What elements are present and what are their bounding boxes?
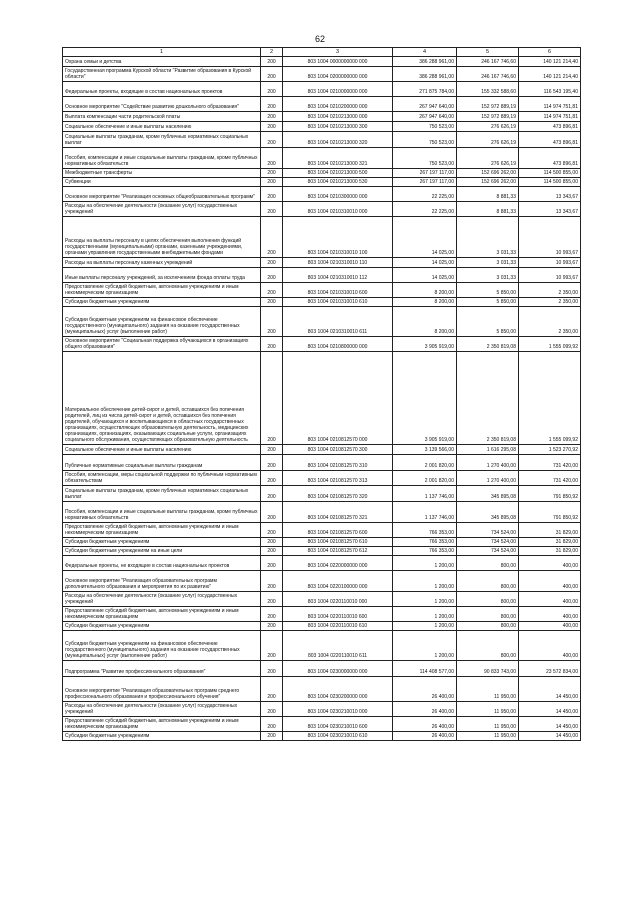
row-group-cell: 200 xyxy=(261,112,283,122)
row-name-cell: Субвенции xyxy=(63,178,261,187)
row-code-cell: 803 1004 0230200000 000 xyxy=(283,677,393,702)
row-value-5-cell: 800,00 xyxy=(457,631,519,661)
row-value-4-cell: 750 523,00 xyxy=(393,122,457,132)
row-name-cell: Основное мероприятие "Социальная поддержка обучающихся в организациях общего образования" xyxy=(63,337,261,352)
row-value-6-cell: 400,00 xyxy=(519,592,581,607)
row-group-cell: 200 xyxy=(261,471,283,486)
row-name-cell: Публичные нормативные социальные выплаты гражданам xyxy=(63,455,261,471)
row-value-5-cell: 11 950,00 xyxy=(457,677,519,702)
header-cell: 4 xyxy=(393,48,457,57)
header-cell: 5 xyxy=(457,48,519,57)
table-row xyxy=(63,607,581,622)
row-value-6-cell: 473 896,81 xyxy=(519,148,581,169)
table-row xyxy=(63,57,581,67)
row-value-4-cell: 14 025,00 xyxy=(393,258,457,268)
row-group-cell: 200 xyxy=(261,571,283,592)
row-value-5-cell: 11 950,00 xyxy=(457,702,519,717)
row-name-cell: Субсидии бюджетным учреждениям на иные цели xyxy=(63,547,261,556)
row-group-cell: 200 xyxy=(261,82,283,97)
table-row xyxy=(63,702,581,717)
row-group-cell: 200 xyxy=(261,717,283,732)
table-row xyxy=(63,502,581,523)
row-value-4-cell: 1 200,00 xyxy=(393,571,457,592)
row-value-6-cell: 31 829,00 xyxy=(519,547,581,556)
row-code-cell: 803 1004 0210310010 610 xyxy=(283,298,393,307)
row-value-5-cell: 800,00 xyxy=(457,607,519,622)
row-name-cell: Предоставление субсидий бюджетным, автономным учреждениям и иным некоммерческим организациям xyxy=(63,607,261,622)
row-value-6-cell: 400,00 xyxy=(519,556,581,571)
row-value-6-cell: 14 450,00 xyxy=(519,702,581,717)
row-name-cell: Материальное обеспечение детей-сирот и детей, оставшихся без попечения родителей, лиц из числа детей-сирот и детей, оставшихся без попечения родителей, обучающихся и воспитывающихся в областных государственных организациях, осуществляющих образовательную деятельность, медицинских организациях, организациях, оказывающих социальные услуги, организациях социального обслуживания, осуществляющих образовательную деятельность xyxy=(63,352,261,445)
row-value-5-cell: 155 332 588,60 xyxy=(457,82,519,97)
row-name-cell: Предоставление субсидий бюджетным, автономным учреждениям и иным некоммерческим организациям xyxy=(63,283,261,298)
row-value-6-cell: 14 450,00 xyxy=(519,717,581,732)
row-value-4-cell: 1 137 746,00 xyxy=(393,502,457,523)
row-value-6-cell: 31 829,00 xyxy=(519,523,581,538)
row-group-cell: 200 xyxy=(261,132,283,148)
row-code-cell: 803 1004 0210812570 313 xyxy=(283,471,393,486)
row-name-cell: Выплата компенсации части родительской платы xyxy=(63,112,261,122)
row-value-5-cell: 800,00 xyxy=(457,556,519,571)
table-row xyxy=(63,112,581,122)
row-value-6-cell: 473 896,81 xyxy=(519,132,581,148)
table-row xyxy=(63,661,581,677)
row-value-6-cell: 140 121 214,40 xyxy=(519,57,581,67)
row-value-5-cell: 800,00 xyxy=(457,571,519,592)
row-name-cell: Предоставление субсидий бюджетным, автономным учреждениям и иным некоммерческим организациям xyxy=(63,717,261,732)
table-row xyxy=(63,258,581,268)
table-row xyxy=(63,298,581,307)
row-code-cell: 803 1004 0230210010 000 xyxy=(283,702,393,717)
table-row xyxy=(63,337,581,352)
row-value-5-cell: 11 950,00 xyxy=(457,717,519,732)
row-value-6-cell: 400,00 xyxy=(519,571,581,592)
row-value-6-cell: 400,00 xyxy=(519,607,581,622)
row-name-cell: Расходы на обеспечение деятельности (оказание услуг) государственных учреждений xyxy=(63,702,261,717)
row-value-5-cell: 3 031,33 xyxy=(457,217,519,258)
row-value-4-cell: 26 400,00 xyxy=(393,702,457,717)
row-value-6-cell: 116 543 195,40 xyxy=(519,82,581,97)
row-value-5-cell: 734 524,00 xyxy=(457,538,519,547)
row-value-6-cell: 2 350,00 xyxy=(519,307,581,337)
row-name-cell: Субсидии бюджетным учреждениям xyxy=(63,732,261,741)
row-group-cell: 200 xyxy=(261,202,283,217)
row-name-cell: Межбюджетные трансферты xyxy=(63,169,261,178)
row-value-5-cell: 800,00 xyxy=(457,592,519,607)
row-name-cell: Основное мероприятие "Реализация образовательных программ дополнительного образования и мероприятия по их развитию" xyxy=(63,571,261,592)
row-value-4-cell: 8 200,00 xyxy=(393,307,457,337)
row-value-5-cell: 90 833 743,00 xyxy=(457,661,519,677)
row-name-cell: Субсидии бюджетным учреждениям на финансовое обеспечение государственного (муниципального) задания на оказание государственных (муниципальных) услуг (выполнение работ) xyxy=(63,307,261,337)
table-row xyxy=(63,217,581,258)
row-code-cell: 803 1004 0200000000 000 xyxy=(283,67,393,82)
row-value-4-cell: 26 400,00 xyxy=(393,717,457,732)
table-row xyxy=(63,471,581,486)
table-row xyxy=(63,717,581,732)
row-code-cell: 803 1004 0210213000 000 xyxy=(283,112,393,122)
row-value-4-cell: 26 400,00 xyxy=(393,677,457,702)
table-row xyxy=(63,571,581,592)
row-value-6-cell: 2 350,00 xyxy=(519,283,581,298)
row-group-cell: 200 xyxy=(261,486,283,502)
row-value-6-cell: 1 523 270,92 xyxy=(519,445,581,455)
row-code-cell: 803 1004 0210812570 320 xyxy=(283,486,393,502)
row-value-5-cell: 246 167 746,60 xyxy=(457,57,519,67)
table-row xyxy=(63,732,581,741)
table-row xyxy=(63,283,581,298)
row-value-5-cell: 1 616 295,08 xyxy=(457,445,519,455)
row-value-4-cell: 8 200,00 xyxy=(393,283,457,298)
row-value-5-cell: 276 626,19 xyxy=(457,148,519,169)
row-value-5-cell: 3 031,33 xyxy=(457,268,519,283)
row-code-cell: 803 1004 0210310010 611 xyxy=(283,307,393,337)
row-code-cell: 803 1004 0220000000 000 xyxy=(283,556,393,571)
row-group-cell: 200 xyxy=(261,592,283,607)
row-code-cell: 803 1004 0210000000 000 xyxy=(283,82,393,97)
table-row xyxy=(63,352,581,445)
row-value-5-cell: 734 524,00 xyxy=(457,547,519,556)
header-cell: 2 xyxy=(261,48,283,57)
table-row xyxy=(63,622,581,631)
row-value-6-cell: 731 420,00 xyxy=(519,455,581,471)
row-code-cell: 803 1004 0210812570 610 xyxy=(283,538,393,547)
row-value-4-cell: 1 137 746,00 xyxy=(393,486,457,502)
row-value-6-cell: 791 850,92 xyxy=(519,502,581,523)
row-group-cell: 200 xyxy=(261,547,283,556)
row-name-cell: Расходы на выплаты персоналу в целях обеспечения выполнения функций государственными (муниципальными) органами, казенными учреждениями, органами управления государственными внебюджетными фондами xyxy=(63,217,261,258)
row-value-6-cell: 114 500 855,00 xyxy=(519,178,581,187)
row-value-4-cell: 267 197 117,00 xyxy=(393,178,457,187)
table-row xyxy=(63,82,581,97)
table-row xyxy=(63,445,581,455)
row-value-4-cell: 3 905 919,00 xyxy=(393,337,457,352)
row-name-cell: Основное мероприятие "Реализация образовательных программ среднего профессионального образования и профессионального обучения" xyxy=(63,677,261,702)
row-value-6-cell: 791 850,92 xyxy=(519,486,581,502)
row-value-5-cell: 1 270 400,00 xyxy=(457,471,519,486)
row-group-cell: 200 xyxy=(261,57,283,67)
row-code-cell: 803 1004 0210213000 530 xyxy=(283,178,393,187)
row-name-cell: Иные выплаты персоналу учреждений, за исключением фонда оплаты труда xyxy=(63,268,261,283)
row-value-5-cell: 3 031,33 xyxy=(457,258,519,268)
row-code-cell: 803 1004 0220100000 000 xyxy=(283,571,393,592)
row-value-6-cell: 114 974 751,81 xyxy=(519,112,581,122)
row-group-cell: 200 xyxy=(261,187,283,202)
row-group-cell: 200 xyxy=(261,538,283,547)
row-group-cell: 200 xyxy=(261,622,283,631)
row-code-cell: 803 1004 0210310010 110 xyxy=(283,258,393,268)
row-code-cell: 803 1004 0230210010 600 xyxy=(283,717,393,732)
row-value-5-cell: 345 895,08 xyxy=(457,502,519,523)
row-value-5-cell: 152 696 262,00 xyxy=(457,169,519,178)
row-group-cell: 200 xyxy=(261,283,283,298)
row-value-4-cell: 14 025,00 xyxy=(393,217,457,258)
row-group-cell: 200 xyxy=(261,178,283,187)
table-row xyxy=(63,132,581,148)
row-value-5-cell: 1 270 400,00 xyxy=(457,455,519,471)
row-group-cell: 200 xyxy=(261,677,283,702)
row-group-cell: 200 xyxy=(261,258,283,268)
row-code-cell: 803 1004 0210213000 321 xyxy=(283,148,393,169)
row-value-6-cell: 14 450,00 xyxy=(519,677,581,702)
row-value-4-cell: 1 200,00 xyxy=(393,556,457,571)
table-row xyxy=(63,169,581,178)
row-name-cell: Социальные выплаты гражданам, кроме публичных нормативных социальных выплат xyxy=(63,132,261,148)
row-value-6-cell: 473 896,81 xyxy=(519,122,581,132)
row-group-cell: 200 xyxy=(261,307,283,337)
row-value-6-cell: 13 343,67 xyxy=(519,187,581,202)
row-name-cell: Расходы на выплаты персоналу казенных учреждений xyxy=(63,258,261,268)
header-cell: 1 xyxy=(63,48,261,57)
row-value-5-cell: 734 524,00 xyxy=(457,523,519,538)
row-value-5-cell: 276 626,19 xyxy=(457,122,519,132)
row-value-5-cell: 11 950,00 xyxy=(457,732,519,741)
row-group-cell: 200 xyxy=(261,502,283,523)
row-value-6-cell: 10 993,67 xyxy=(519,217,581,258)
table-row xyxy=(63,523,581,538)
row-value-6-cell: 114 974 751,81 xyxy=(519,97,581,112)
row-value-4-cell: 114 408 577,00 xyxy=(393,661,457,677)
row-code-cell: 803 1004 0220110010 600 xyxy=(283,607,393,622)
row-group-cell: 200 xyxy=(261,337,283,352)
row-name-cell: Социальное обеспечение и иные выплаты населению xyxy=(63,445,261,455)
table-row xyxy=(63,538,581,547)
row-value-6-cell: 400,00 xyxy=(519,622,581,631)
row-value-4-cell: 750 523,00 xyxy=(393,132,457,148)
row-value-5-cell: 152 972 889,19 xyxy=(457,112,519,122)
row-value-6-cell: 400,00 xyxy=(519,631,581,661)
table-row xyxy=(63,677,581,702)
row-value-5-cell: 8 881,33 xyxy=(457,202,519,217)
table-header-row xyxy=(63,48,581,57)
table-row xyxy=(63,556,581,571)
page-number: 62 xyxy=(314,34,325,44)
row-value-5-cell: 5 850,00 xyxy=(457,307,519,337)
row-group-cell: 200 xyxy=(261,169,283,178)
row-name-cell: Расходы на обеспечение деятельности (оказание услуг) государственных учреждений xyxy=(63,592,261,607)
row-value-4-cell: 2 001 820,00 xyxy=(393,471,457,486)
row-value-5-cell: 8 881,33 xyxy=(457,187,519,202)
budget-table xyxy=(62,47,581,741)
row-name-cell: Пособия, компенсации и иные социальные выплаты гражданам, кроме публичных нормативных обязательств xyxy=(63,148,261,169)
row-name-cell: Государственная программа Курской области "Развитие образования в Курской области" xyxy=(63,67,261,82)
table-row xyxy=(63,122,581,132)
row-name-cell: Социальное обеспечение и иные выплаты населению xyxy=(63,122,261,132)
row-code-cell: 803 1004 0210800000 000 xyxy=(283,337,393,352)
table-row xyxy=(63,455,581,471)
row-value-4-cell: 766 353,00 xyxy=(393,547,457,556)
row-group-cell: 200 xyxy=(261,298,283,307)
row-value-6-cell: 140 121 214,40 xyxy=(519,67,581,82)
row-value-4-cell: 766 353,00 xyxy=(393,523,457,538)
row-group-cell: 200 xyxy=(261,352,283,445)
row-name-cell: Субсидии бюджетным учреждениям xyxy=(63,622,261,631)
row-group-cell: 200 xyxy=(261,217,283,258)
table-row xyxy=(63,547,581,556)
row-code-cell: 803 1004 0210300000 000 xyxy=(283,187,393,202)
row-code-cell: 803 1004 0220110010 000 xyxy=(283,592,393,607)
row-group-cell: 200 xyxy=(261,523,283,538)
row-name-cell: Субсидии бюджетным учреждениям xyxy=(63,538,261,547)
row-code-cell: 803 1004 0220110010 611 xyxy=(283,631,393,661)
row-code-cell: 803 1004 0210812570 321 xyxy=(283,502,393,523)
row-group-cell: 200 xyxy=(261,445,283,455)
row-value-4-cell: 1 200,00 xyxy=(393,607,457,622)
row-value-6-cell: 14 450,00 xyxy=(519,732,581,741)
row-value-4-cell: 2 001 820,00 xyxy=(393,455,457,471)
table-row xyxy=(63,67,581,82)
row-code-cell: 803 1004 0210310010 000 xyxy=(283,202,393,217)
row-group-cell: 200 xyxy=(261,122,283,132)
row-code-cell: 803 1004 0210812570 612 xyxy=(283,547,393,556)
row-name-cell: Расходы на обеспечение деятельности (оказание услуг) государственных учреждений xyxy=(63,202,261,217)
row-value-4-cell: 750 523,00 xyxy=(393,148,457,169)
row-value-4-cell: 1 200,00 xyxy=(393,592,457,607)
row-name-cell: Пособия, компенсации, меры социальной поддержки по публичным нормативным обязательствам xyxy=(63,471,261,486)
row-value-4-cell: 267 947 640,00 xyxy=(393,97,457,112)
row-value-5-cell: 5 850,00 xyxy=(457,298,519,307)
row-code-cell: 803 1004 0210812570 600 xyxy=(283,523,393,538)
row-name-cell: Федеральные проекты, не входящие в состав национальных проектов xyxy=(63,556,261,571)
row-value-5-cell: 2 350 819,08 xyxy=(457,337,519,352)
row-value-6-cell: 1 555 099,92 xyxy=(519,352,581,445)
row-value-5-cell: 2 350 819,08 xyxy=(457,352,519,445)
row-value-4-cell: 766 353,00 xyxy=(393,538,457,547)
row-value-4-cell: 267 947 640,00 xyxy=(393,112,457,122)
table-row xyxy=(63,268,581,283)
row-code-cell: 803 1004 0210310010 600 xyxy=(283,283,393,298)
row-name-cell: Охрана семьи и детства xyxy=(63,57,261,67)
row-value-4-cell: 3 139 566,00 xyxy=(393,445,457,455)
row-name-cell: Федеральные проекты, входящие в состав национальных проектов xyxy=(63,82,261,97)
row-code-cell: 803 1004 0230210010 610 xyxy=(283,732,393,741)
row-value-5-cell: 800,00 xyxy=(457,622,519,631)
row-value-5-cell: 276 626,19 xyxy=(457,132,519,148)
row-group-cell: 200 xyxy=(261,268,283,283)
row-value-6-cell: 23 572 834,00 xyxy=(519,661,581,677)
table-body xyxy=(63,48,581,741)
table-row xyxy=(63,486,581,502)
table-row xyxy=(63,592,581,607)
row-code-cell: 803 1004 0210812570 310 xyxy=(283,455,393,471)
row-value-4-cell: 8 200,00 xyxy=(393,298,457,307)
row-group-cell: 200 xyxy=(261,148,283,169)
row-value-6-cell: 10 993,67 xyxy=(519,268,581,283)
row-code-cell: 803 1004 0210812570 300 xyxy=(283,445,393,455)
row-value-5-cell: 246 167 746,60 xyxy=(457,67,519,82)
row-code-cell: 803 1004 0210213000 320 xyxy=(283,132,393,148)
row-code-cell: 803 1004 0000000000 000 xyxy=(283,57,393,67)
row-value-6-cell: 10 993,67 xyxy=(519,258,581,268)
row-value-5-cell: 5 850,00 xyxy=(457,283,519,298)
row-value-4-cell: 22 225,00 xyxy=(393,202,457,217)
header-cell: 6 xyxy=(519,48,581,57)
row-group-cell: 200 xyxy=(261,732,283,741)
row-code-cell: 803 1004 0210200000 000 xyxy=(283,97,393,112)
row-name-cell: Подпрограмма "Развитие профессионального образования" xyxy=(63,661,261,677)
row-group-cell: 200 xyxy=(261,556,283,571)
row-name-cell: Предоставление субсидий бюджетным, автономным учреждениям и иным некоммерческим организациям xyxy=(63,523,261,538)
row-code-cell: 803 1004 0210213000 300 xyxy=(283,122,393,132)
row-value-6-cell: 2 350,00 xyxy=(519,298,581,307)
row-group-cell: 200 xyxy=(261,702,283,717)
header-cell: 3 xyxy=(283,48,393,57)
row-code-cell: 803 1004 0220110010 610 xyxy=(283,622,393,631)
row-name-cell: Субсидии бюджетным учреждениям xyxy=(63,298,261,307)
row-name-cell: Пособия, компенсации и иные социальные выплаты гражданам, кроме публичных нормативных обязательств xyxy=(63,502,261,523)
row-value-6-cell: 13 343,67 xyxy=(519,202,581,217)
row-code-cell: 803 1004 0230000000 000 xyxy=(283,661,393,677)
row-code-cell: 803 1004 0210310010 112 xyxy=(283,268,393,283)
row-value-4-cell: 1 200,00 xyxy=(393,622,457,631)
row-value-4-cell: 3 905 919,00 xyxy=(393,352,457,445)
row-code-cell: 803 1004 0210310010 100 xyxy=(283,217,393,258)
row-name-cell: Социальные выплаты гражданам, кроме публичных нормативных социальных выплат xyxy=(63,486,261,502)
row-group-cell: 200 xyxy=(261,455,283,471)
row-value-4-cell: 267 197 117,00 xyxy=(393,169,457,178)
row-value-4-cell: 1 200,00 xyxy=(393,631,457,661)
table-row xyxy=(63,631,581,661)
row-value-4-cell: 386 288 961,00 xyxy=(393,67,457,82)
row-value-4-cell: 26 400,00 xyxy=(393,732,457,741)
row-value-4-cell: 14 025,00 xyxy=(393,268,457,283)
row-value-5-cell: 152 972 889,19 xyxy=(457,97,519,112)
row-value-4-cell: 271 875 784,00 xyxy=(393,82,457,97)
row-name-cell: Основное мероприятие "Реализация основных общеобразовательных программ" xyxy=(63,187,261,202)
row-value-5-cell: 152 696 262,00 xyxy=(457,178,519,187)
row-group-cell: 200 xyxy=(261,607,283,622)
table-row xyxy=(63,307,581,337)
row-name-cell: Субсидии бюджетным учреждениям на финансовое обеспечение государственного (муниципального) задания на оказание государственных (муниципальных) услуг (выполнение работ) xyxy=(63,631,261,661)
row-name-cell: Основное мероприятие "Содействие развитию дошкольного образования" xyxy=(63,97,261,112)
row-value-5-cell: 345 895,08 xyxy=(457,486,519,502)
row-value-6-cell: 731 420,00 xyxy=(519,471,581,486)
row-code-cell: 803 1004 0210812570 000 xyxy=(283,352,393,445)
row-value-6-cell: 1 555 099,92 xyxy=(519,337,581,352)
row-code-cell: 803 1004 0210213000 500 xyxy=(283,169,393,178)
row-value-6-cell: 31 829,00 xyxy=(519,538,581,547)
row-value-4-cell: 386 288 961,00 xyxy=(393,57,457,67)
table-row xyxy=(63,202,581,217)
row-group-cell: 200 xyxy=(261,97,283,112)
table-row xyxy=(63,187,581,202)
row-group-cell: 200 xyxy=(261,67,283,82)
row-value-6-cell: 114 500 855,00 xyxy=(519,169,581,178)
row-group-cell: 200 xyxy=(261,661,283,677)
row-value-4-cell: 22 225,00 xyxy=(393,187,457,202)
table-row xyxy=(63,148,581,169)
row-group-cell: 200 xyxy=(261,631,283,661)
table-row xyxy=(63,178,581,187)
table-row xyxy=(63,97,581,112)
